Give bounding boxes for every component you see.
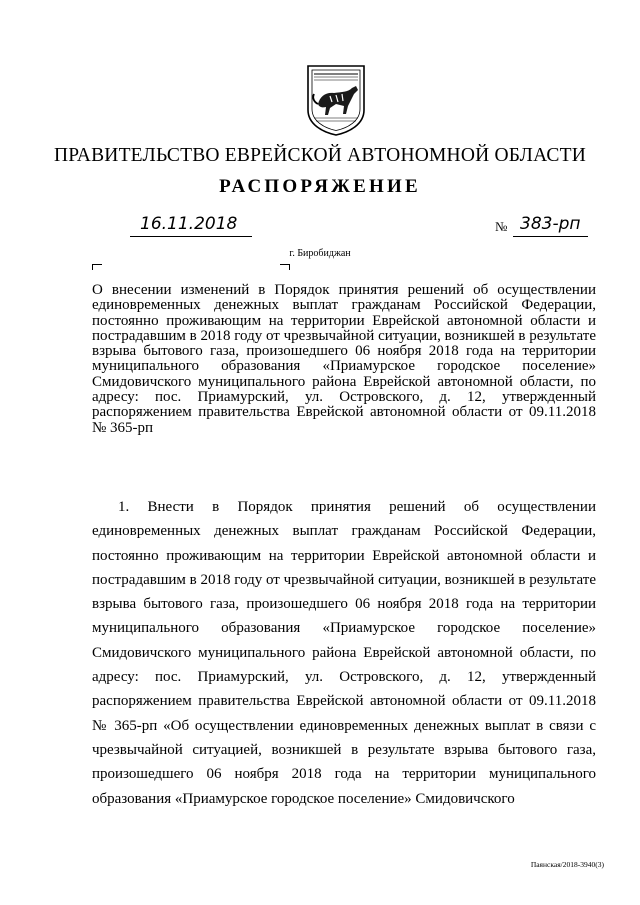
government-title: ПРАВИТЕЛЬСТВО ЕВРЕЙСКОЙ АВТОНОМНОЙ ОБЛАСТИ bbox=[53, 145, 587, 166]
body-paragraph-1: 1. Внести в Порядок принятия решений об осуществлении единовременных денежных выплат гражданам Российской Федерации, постоянно проживающим на территории Еврейской автономной области и пострадавшим в 2018 году от чрезвычайной ситуации, возникшей в результате взрыва бытового газа, произошедшего 06 ноября 2018 года на территории муниципального образования «Приамурское городское поселение» Смидовичского муниципального района Еврейской автономной области, по адресу: пос. Приамурский, ул. Островского, д. 12, утвержденный распоряжением правительства Еврейской автономной области от 09.11.2018 № 365-рп «Об осуществлении единовременных денежных выплат в связи с чрезвычайной ситуацией, возникшей в результате взрыва бытового газа, произошедшего 06 ноября 2018 года на территории муниципального образования «Приамурское городское поселение» Смидовичского bbox=[92, 499, 596, 807]
city-label: г. Биробиджан bbox=[289, 248, 351, 259]
document-body bbox=[92, 495, 596, 811]
subject-text: О внесении изменений в Порядок принятия решений об осуществлении единовременных денежных выплат гражданам Российской Федерации, постоянно проживающим на территории Еврейской автономной области и пострадавшим в 2018 году от чрезвычайной ситуации, возникшей в результате взрыва бытового газа, произошедшего 06 ноября 2018 года на территории муниципального образования «Приамурское городское поселение» Смидовичского муниципального района Еврейской автономной области, по адресу: пос. Приамурский, ул. Островского, д. 12, утвержденный распоряжением правительства Еврейской автономной области от 09.11.2018 № 365-рп bbox=[92, 282, 596, 436]
date-underline bbox=[130, 236, 252, 237]
date-number-row bbox=[130, 214, 630, 240]
number-sign: № bbox=[495, 219, 508, 234]
coat-of-arms-tiger-icon bbox=[300, 58, 372, 136]
footer-reference: Паянская/2018-3940(3) bbox=[530, 860, 604, 869]
number-underline bbox=[513, 236, 588, 237]
subject-corner-mark-right bbox=[280, 264, 290, 270]
document-date: 16.11.2018 bbox=[140, 214, 238, 234]
subject-block bbox=[92, 283, 596, 436]
document-number: 383-рп bbox=[520, 214, 581, 234]
document-type-title: РАСПОРЯЖЕНИЕ bbox=[219, 176, 421, 197]
subject-corner-mark-left bbox=[92, 264, 102, 270]
